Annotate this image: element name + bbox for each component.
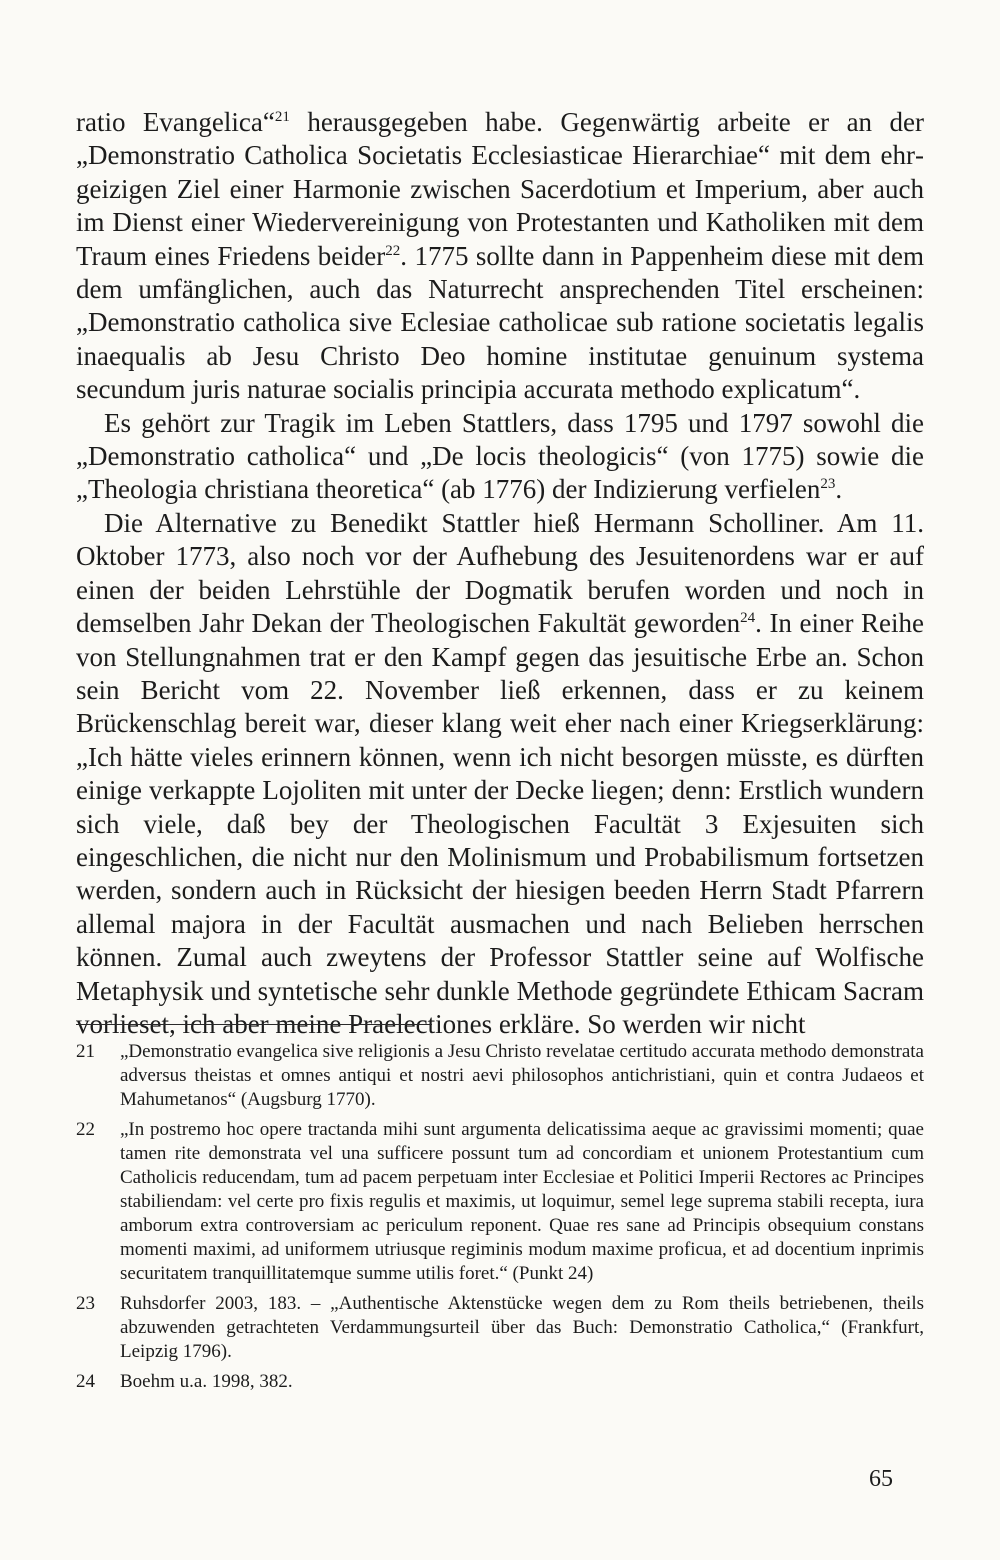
text-run: ratio Evangelica“	[76, 107, 275, 137]
footnote-text: Boehm u.a. 1998, 382.	[120, 1371, 293, 1392]
footnote-number: 24	[76, 1371, 95, 1392]
paragraph-1	[76, 106, 924, 407]
footnote-24	[76, 1370, 924, 1394]
footnote-ref-24[interactable]: 24	[740, 610, 756, 627]
footnote-number: 22	[76, 1119, 95, 1140]
text-run: Es gehört zur Tragik im Leben Stattlers, dass 1795 und 1797 sowohl die „Demonstratio catholica“ und „De locis theologicis“ (von 1775) sowie die „Theologia christiana theoretica“ (ab 1776) der Indizierung verfielen	[76, 407, 924, 505]
text-run: .	[835, 474, 843, 505]
footnote-ref-23[interactable]: 23	[820, 476, 836, 493]
paragraph-3	[76, 507, 924, 1042]
footnote-22	[76, 1118, 924, 1286]
footnote-ref-21[interactable]: 21	[274, 109, 290, 125]
footnote-23	[76, 1292, 924, 1364]
main-text	[76, 106, 924, 1041]
footnote-text: Ruhsdorfer 2003, 183. – „Authentische Aktenstücke wegen dem zu Rom theils betriebenen, theils abzuwenden getrachteten Verdammungsurteil über das Buch: Demonstratio Catholica,“ (Frankfurt, Leipzig 1796).	[120, 1293, 924, 1362]
footnote-text: „In postremo hoc opere tractanda mihi sunt argumenta delicatissima aeque ac gravissimi momenti; quae tamen rite demonstrata vel una sufficere possunt tum ad concordiam et unionem Protestantium cum Catholicis reducendam, tum ad pacem perpetuam inter Ecclesiae et Politici Imperii Rectores ac Principes stabiliendam: vel certe pro fixis regulis et maximis, ut loquimur, semel lege suprema stabili recepta, iura amborum extra controversiam ac periculum reponent. Quae res sane ad Principis obsequium constans momenti maximi, ad uniformem utriusque regiminis modum maxime proficua, et ad docentium inprimis securitatem tranquillitatemque summe utilis foret.“ (Punkt 24)	[120, 1119, 924, 1284]
footnote-number: 21	[76, 1041, 95, 1062]
footnote-21	[76, 1040, 924, 1112]
footnote-number: 23	[76, 1293, 95, 1314]
page-number: 65	[869, 1466, 893, 1492]
footnote-text: „Demonstratio evangelica sive religionis a Jesu Christo revelatae certitudo accurata methodo demonstrata adversus theistas et omnes antiqui et nostri aevi philosophos antichristiani, quin et contra Judaeos et Mahumetanos“ (Augsburg 1770).	[120, 1041, 924, 1110]
text-run: . 1775 sollte dann in Pappenheim diese mit dem dem umfänglichen, auch das Naturrecht ansprechenden Titel erscheinen: „Demonstratio catholica sive Eclesiae catholicae sub ratione societatis legalis inaequalis ab Jesu Christo Deo homine institutae genuinum systema secundum juris naturae socialis principia accurata methodo explicatum“.	[76, 240, 924, 405]
footnote-divider	[76, 1024, 432, 1025]
footnote-ref-22[interactable]: 22	[385, 242, 401, 259]
text-run: herausgegeben habe. Gegenwärtig arbeite er an der „Demonstratio Catholica Societatis Ecclesiasticae Hierarchiae“ mit dem ehrgeizigen Ziel einer Harmonie zwischen Sacerdotium et Imperium, aber auch im Dienst einer Wiedervereinigung von Protestanten und Katholiken mit dem Traum eines Friedens beider	[76, 107, 924, 271]
text-run: Die Alternative zu Benedikt Stattler hieß Hermann Scholliner. Am 11. Oktober 1773, also noch vor der Aufhebung des Jesuitenordens war er auf einen der beiden Lehrstühle der Dogmatik berufen worden und noch in demselben Jahr Dekan der Theologischen Fakultät geworden	[76, 507, 924, 639]
footnotes	[76, 1040, 924, 1400]
paragraph-2	[76, 407, 924, 507]
text-run: . In einer Reihe von Stellungnahmen trat er den Kampf gegen das jesuitische Erbe an. Schon sein Bericht vom 22. November ließ erkennen, dass er zu keinem Brückenschlag bereit war, dieser klang weit eher nach einer Kriegserklärung: „Ich hätte vieles erinnern können, wenn ich nicht besorgen müsste, es dürften einige verkappte Lojoliten mit unter der Decke liegen; denn: Erstlich wundern sich viele, daß bey der Theologischen Facultät 3 Exjesuiten sich eingeschlichen, die nicht nur den Molinismum und Probabilismum fortsetzen werden, sondern auch in Rücksicht der hiesigen beeden Herrn Stadt Pfarrern allemal majora in der Facultät ausmachen und nach Belieben herrschen können. Zumal auch zweytens der Professor Stattler seine auf Wolfische Metaphysik und syntetische sehr dunkle Methode gegründete Ethicam Sacram vorlieset, ich aber meine Praelectiones erkläre. So werden wir nicht	[76, 608, 924, 1039]
